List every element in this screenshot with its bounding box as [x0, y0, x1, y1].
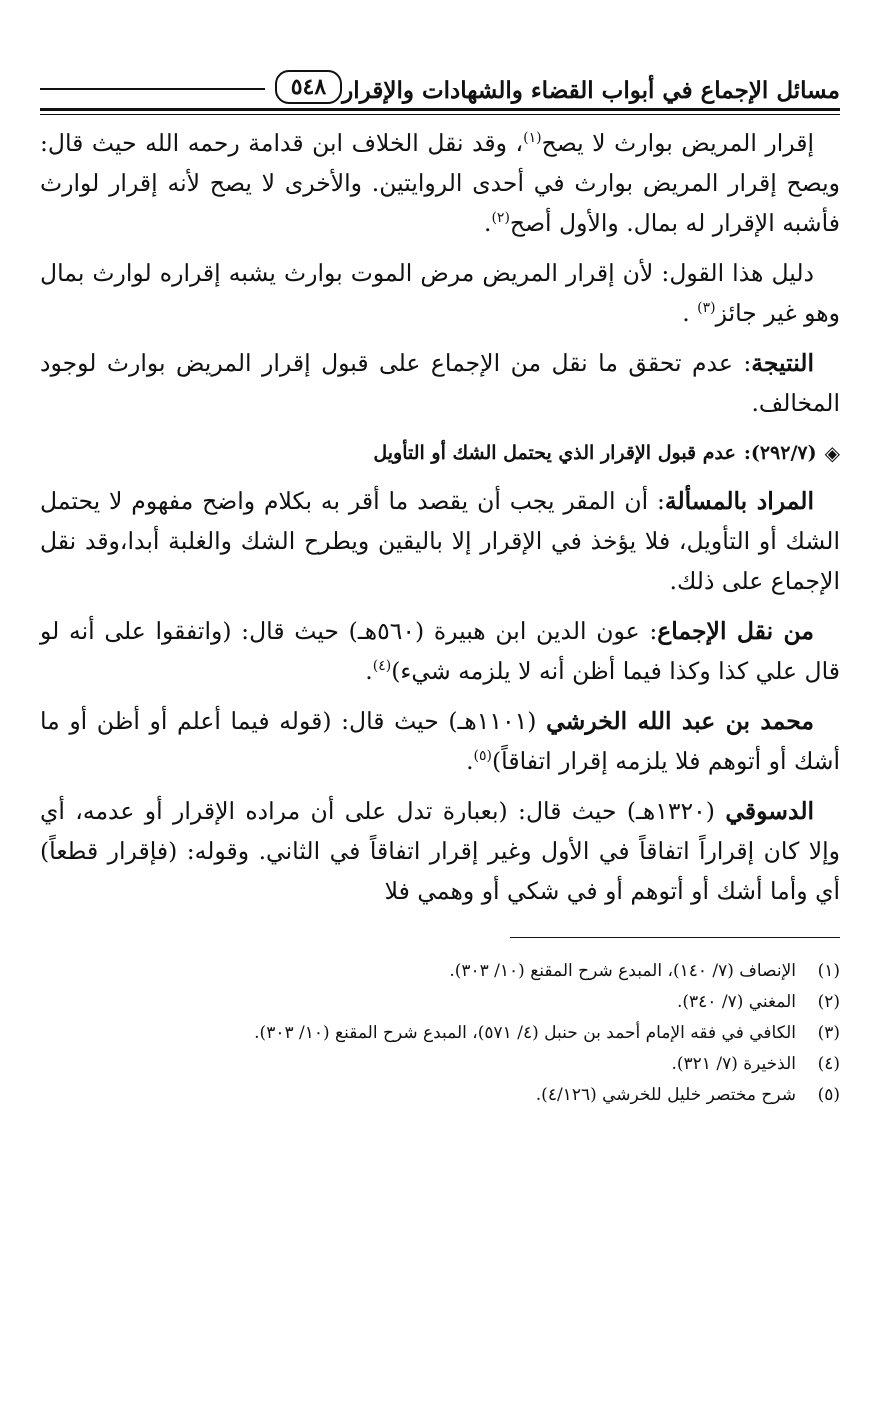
- main-text: [40, 123, 840, 911]
- paragraph-2: دليل هذا القول: لأن إقرار المريض مرض الموت بوارث يشبه إقراره لوارث بمال وهو غير جائز$^{(٣)}$ .: [40, 259, 840, 327]
- dasuqi-label: الدسوقي: [725, 797, 815, 825]
- meaning-label: المراد بالمسألة: [664, 487, 815, 515]
- paragraph-1: إقرار المريض بوارث لا يصح$^{(١)}$، وقد نقل الخلاف ابن قدامة رحمه الله حيث قال: ويصح إقرار المريض بوارث في أحدى الروايتين. والأخرى لا يصح لأنه إقرار لوارث فأشبه الإقرار له بمال. والأول أصح$^{(٢)}$.: [40, 129, 840, 237]
- footnote-item: (٥) شرح مختصر خليل للخرشي (٤/١٢٦).: [535, 1085, 840, 1105]
- document-page: [40, 60, 840, 1111]
- issue-title: عدم قبول الإقرار الذي يحتمل الشك أو التأويل: [373, 442, 736, 464]
- footnote-ref-2[interactable]: (٢): [491, 210, 510, 227]
- footnote-ref-4[interactable]: (٤): [372, 658, 392, 675]
- header-rule: [40, 88, 265, 90]
- footnote-item: (٣) الكافي في فقه الإمام أحمد بن حنبل (٤/ ٥٧١)، المبدع شرح المقنع (١٠/ ٣٠٣).: [254, 1023, 840, 1043]
- paragraph-meaning: المراد بالمسألة: أن المقر يجب أن يقصد ما أقر به بكلام واضح مفهوم لا يحتمل الشك أو التأويل، فلا يؤخذ في الإقرار إلا باليقين ويطرح الشك والغلبة أبدا،وقد نقل الإجماع على ذلك.: [40, 487, 840, 595]
- result-label: النتيجة: [751, 349, 814, 377]
- consensus-label: من نقل الإجماع: [657, 617, 814, 645]
- page-header: [40, 60, 840, 111]
- footnotes: [40, 956, 840, 1111]
- paragraph-consensus: من نقل الإجماع: عون الدين ابن هبيرة (٥٦٠هـ) حيث قال: (واتفقوا على أنه لو قال علي كذا وكذا فيما أظن أنه لا يلزمه شيء)$^{(٤)}$.: [40, 617, 840, 685]
- footnote-item: (٤) الذخيرة (٧/ ٣٢١).: [671, 1054, 840, 1074]
- header-underline: [40, 114, 840, 115]
- page-number: ٥٤٨: [275, 70, 342, 104]
- footnote-ref-3[interactable]: (٣): [697, 300, 716, 317]
- paragraph-kharashi: محمد بن عبد الله الخرشي (١١٠١هـ) حيث قال: (قوله فيما أعلم أو أظن أو ما أشك أو أتوهم فلا يلزمه إقرار اتفاقاً)$^{(٥)}$.: [40, 707, 840, 775]
- footnote-item: (١) الإنصاف (٧/ ١٤٠)، المبدع شرح المقنع (١٠/ ٣٠٣).: [449, 961, 840, 981]
- issue-heading: [40, 433, 840, 473]
- issue-code: (٢٩٢/٧):: [743, 442, 817, 464]
- running-title: مسائل الإجماع في أبواب القضاء والشهادات والإقرار: [342, 77, 840, 104]
- footnote-ref-5[interactable]: (٥): [473, 748, 493, 765]
- footnote-separator: [510, 937, 840, 938]
- footnote-item: (٢) المغني (٧/ ٣٤٠).: [676, 992, 840, 1012]
- kharashi-label: محمد بن عبد الله الخرشي: [546, 707, 814, 735]
- paragraph-result: النتيجة: عدم تحقق ما نقل من الإجماع على قبول إقرار المريض بوارث لوجود المخالف.: [40, 349, 840, 417]
- paragraph-dasuqi: الدسوقي (١٣٢٠هـ) حيث قال: (بعبارة تدل على أن مراده الإقرار أو عدمه، أي وإلا كان إقراراً اتفاقاً في الأول وغير إقرار اتفاقاً في الثاني. وقوله: (فإقرار قطعاً) أي وأما أشك أو أتوهم أو في شكي أو وهمي فلا: [40, 797, 840, 905]
- diamond-icon: ◈: [824, 441, 840, 465]
- footnote-ref-1[interactable]: (١): [523, 130, 542, 147]
